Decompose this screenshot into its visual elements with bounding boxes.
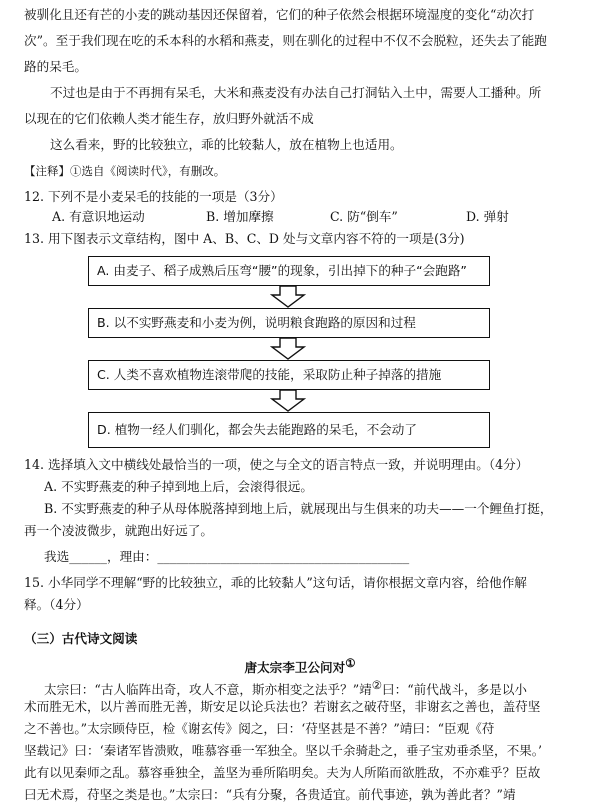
classical-text-line: 术而胜无术，以片善而胜无善，斯安足以论兵法也？若谢玄之破苻坚，非谢玄之善也，盖苻坚 bbox=[24, 699, 541, 714]
structure-box-b: B. 以不实野燕麦和小麦为例，说明粮食跑路的原因和过程 bbox=[88, 308, 490, 338]
down-arrow-icon bbox=[270, 286, 306, 308]
question-14-stem: 14. 选择填入文中横线处最恰当的一项，使之与全文的语言特点一致，并说明理由。（4分） bbox=[24, 457, 529, 472]
q12-option-d: D. 弹射 bbox=[466, 209, 509, 224]
passage-line: 被驯化且还有芒的小麦的跳动基因还保留着，它们的种子依然会根据环境湿度的变化“动次打 bbox=[24, 7, 535, 22]
q12-option-b: B. 增加摩擦 bbox=[206, 209, 274, 224]
classical-text-segment: 太宗曰：“古人临阵出奇，攻人不意，斯亦相变之法乎？”靖 bbox=[44, 682, 372, 698]
down-arrow-icon bbox=[270, 338, 306, 360]
question-15-stem: 15. 小华同学不理解“野的比较独立，乖的比较黏人”这句话，请你根据文章内容，给他作解 bbox=[24, 575, 527, 590]
question-12-stem: 12. 下列不是小麦呆毛的技能的一项是（3分） bbox=[24, 189, 283, 204]
q14-option-b: B. 不实野燕麦的种子从母体脱落掉到地上后，就展现出与生俱来的功夫——一个鲤鱼打挺， bbox=[44, 501, 553, 516]
footnote: 【注释】①选自《阅读时代》，有删改。 bbox=[24, 164, 226, 178]
footnote-marker: ② bbox=[371, 678, 383, 692]
passage-line: 以现在的它们依赖人类才能生存，放归野外就活不成 bbox=[24, 111, 314, 126]
passage-line: 路的呆毛。 bbox=[24, 59, 87, 74]
structure-box-c: C. 人类不喜欢植物连滚带爬的技能，采取防止种子掉落的措施 bbox=[88, 360, 490, 390]
q14-option-b-cont: 再一个凌波微步，就跑出好远了。 bbox=[24, 523, 213, 538]
footnote-marker: ① bbox=[345, 656, 356, 670]
question-15-stem-cont: 释。（4分） bbox=[24, 597, 89, 612]
passage-line: 不过也是由于不再拥有呆毛，大米和燕麦没有办法自己打洞钻入土中，需要人工播种。所 bbox=[50, 85, 542, 100]
question-13-stem: 13. 用下图表示文章结构，图中 A、B、C、D 处与文章内容不符的一项是(3分) bbox=[24, 231, 465, 246]
classical-text-line: 此有以见秦师之乱。慕容垂独全，盖坚为垂所陷明矣。夫为人所陷而欲胜敌，不亦难乎？臣故 bbox=[24, 765, 541, 780]
q12-option-c: C. 防“倒车” bbox=[330, 209, 398, 224]
passage-line: 次”。至于我们现在吃的禾本科的水稻和燕麦，则在驯化的过程中不仅不会脱粒，还失去了能跑 bbox=[24, 33, 547, 48]
q14-option-a: A. 不实野燕麦的种子掉到地上后，会滚得很远。 bbox=[44, 479, 313, 494]
section-heading: （三）古代诗文阅读 bbox=[24, 631, 138, 646]
down-arrow-icon bbox=[270, 390, 306, 412]
q12-option-a: A. 有意识地运动 bbox=[52, 209, 145, 224]
q14-answer-line[interactable]: 我选______，理由：________________________________________ bbox=[44, 549, 410, 564]
structure-box-d: D. 植物一经人们驯化，都会失去能跑路的呆毛，不会动了 bbox=[88, 412, 490, 448]
classical-text-line: 曰无术焉，苻坚之类是也。”太宗曰：“兵有分聚，各贵适宜。前代事迹，孰为善此者？”靖 bbox=[24, 787, 516, 802]
passage-conclusion: 这么看来，野的比较独立，乖的比较黏人，放在植物上也适用。 bbox=[50, 137, 403, 152]
classical-text-segment: 曰：“前代战斗，多是以小 bbox=[382, 682, 528, 698]
classical-text-line: 之不善也。”太宗顾侍臣，检《谢玄传》阅之，曰：‘苻坚甚是不善？”靖曰：“臣观《苻 bbox=[24, 721, 495, 736]
structure-box-a: A. 由麦子、稻子成熟后压弯“腰”的现象，引出掉下的种子“会跑路” bbox=[88, 256, 490, 286]
classical-text-line: 坚载记》曰：‘秦诸军皆溃败，唯慕容垂一军独全。坚以千余骑赴之，垂子宝劝垂杀坚，不果。’ bbox=[24, 743, 543, 758]
poem-title-text: 唐太宗李卫公问对 bbox=[244, 660, 346, 676]
